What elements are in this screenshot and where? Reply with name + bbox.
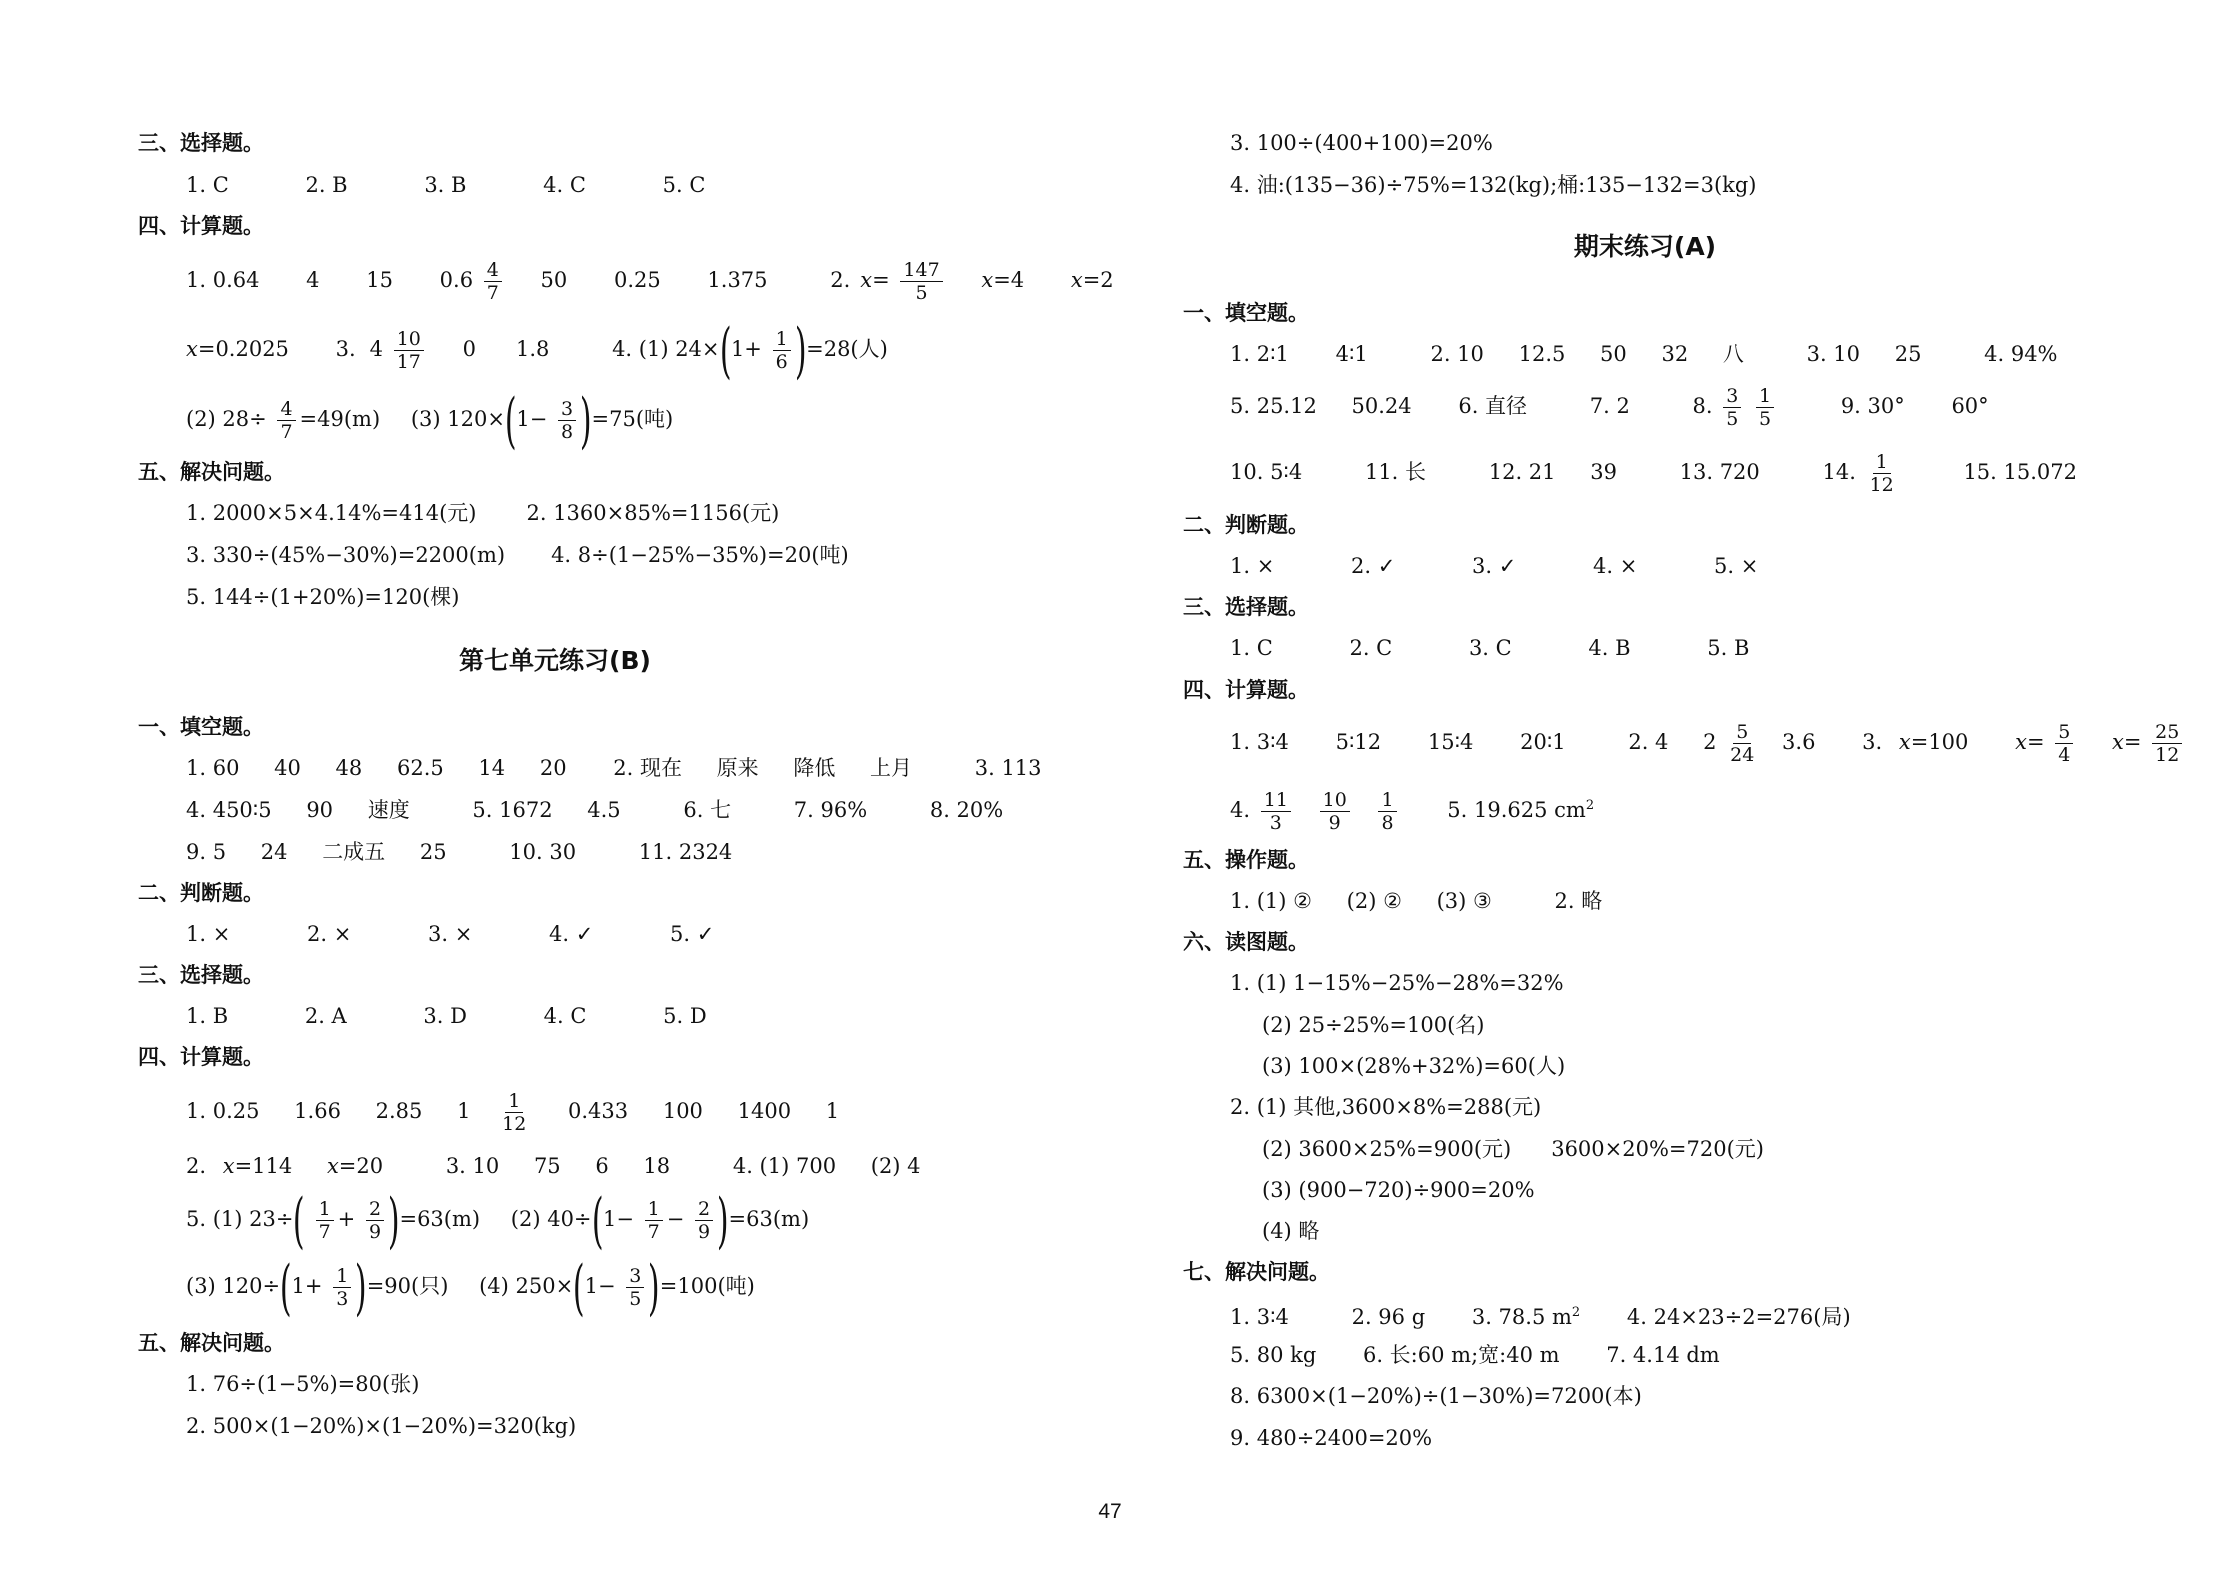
left-paren: ( — [504, 385, 517, 456]
answer-line: 3. 330÷(45%−30%)=2200(m) 4. 8÷(1−25%−35%)=20(吨) — [186, 543, 849, 567]
right-paren: ) — [355, 1252, 367, 1323]
answer-line: (3) 120÷(1+ $\frac{1}{3}$ )=90(只) (4) 250×(1− $\frac{3}{5}$ )=100(吨) — [186, 1252, 755, 1323]
answer-line: (3) (900−720)÷900=20% — [1262, 1178, 1535, 1202]
fraction: $\frac{4}{7}$ — [484, 259, 502, 304]
answer-item: 15 — [366, 268, 393, 292]
answer-line: 10. 5∶4 11. 长 12. 21 39 13. 720 14. $\frac{1}{12}$ 15. 15.072 — [1230, 451, 2077, 496]
answer-line: 4. 油:(135−36)÷75%=132(kg);桶:135−132=3(kg) — [1230, 173, 1757, 197]
fraction: $\frac{1}{5}$ — [1756, 385, 1774, 430]
left-paren: ( — [279, 1252, 292, 1323]
page-number: 47 — [1098, 1500, 1122, 1523]
section-heading: 三、选择题。 — [138, 131, 264, 155]
answer-line: (2) 3600×25%=900(元) 3600×20%=720(元) — [1262, 1137, 1764, 1161]
fraction: $\frac{2}{9}$ — [366, 1198, 384, 1243]
answer-line: 1. × 2. ✓ 3. ✓ 4. × 5. × — [1230, 554, 1759, 578]
answer-line: 1. 0.25 1.66 2.85 1 $\frac{1}{12}$ 0.433 100 1400 1 — [186, 1090, 840, 1135]
section-heading: 六、读图题。 — [1183, 930, 1309, 954]
answer-line: (3) 100×(28%+32%)=60(人) — [1262, 1054, 1566, 1078]
fraction: $\frac{5}{24}$ — [1730, 721, 1755, 766]
answer-line: (2) 25÷25%=100(名) — [1262, 1013, 1485, 1037]
answer-item: 0.6 — [439, 268, 474, 292]
answer-line: 1. C 2. C 3. C 4. B 5. B — [1230, 636, 1750, 660]
left-paren: ( — [573, 1252, 585, 1323]
fraction: $\frac{1}{6}$ — [773, 328, 791, 373]
answer-line: 1. 76÷(1−5%)=80(张) — [186, 1372, 420, 1396]
answer-item: 5. C — [662, 173, 706, 197]
fraction: $\frac{25}{12}$ — [2152, 721, 2182, 766]
answer-item: 1. C — [186, 173, 229, 197]
answer-line: 4. $\frac{11}{3}$ $\frac{10}{9}$ $\frac{1}{8}$ 5. 19.625 $cm^2$ — [1230, 789, 1595, 834]
fraction: $\frac{3}{5}$ — [626, 1265, 644, 1310]
answer-line: 1. (1) ② (2) ② (3) ③ 2. 略 — [1230, 889, 1603, 913]
section-heading: 四、计算题。 — [1183, 678, 1309, 702]
answer-line: (4) 略 — [1262, 1219, 1320, 1243]
section-title: 期末练习(A) — [1573, 232, 1717, 261]
answer-line: 1. B 2. A 3. D 4. C 5. D — [186, 1004, 707, 1028]
fraction: $\frac{1}{7}$ — [645, 1198, 663, 1243]
section-heading: 一、填空题。 — [138, 715, 264, 739]
section-heading: 四、计算题。 — [138, 1045, 264, 1069]
fraction: $\frac{3}{8}$ — [558, 398, 576, 443]
fraction: $\frac{147}{5}$ — [900, 259, 942, 304]
fraction: $\frac{10}{17}$ — [394, 328, 424, 373]
answer-line: 2. 500×(1−20%)×(1−20%)=320(kg) — [186, 1414, 577, 1438]
answer-line: (2) 28÷ $\frac{4}{7}$ =49(m) (3) 120×(1− $\frac{3}{8}$ )=75(吨) — [186, 385, 674, 456]
fraction: $\frac{1}{8}$ — [1378, 789, 1396, 834]
answer-line: 2. (1) 其他,3600×8%=288(元) — [1230, 1095, 1542, 1119]
left-paren: ( — [719, 315, 732, 386]
section-heading: 七、解决问题。 — [1183, 1260, 1330, 1284]
answer-line: 5. 80 kg 6. 长:60 m;宽:40 m 7. 4.14 dm — [1230, 1343, 1720, 1367]
answer-line: 1. 2000×5×4.14%=414(元) 2. 1360×85%=1156(元) — [186, 501, 780, 525]
fraction: $\frac{1}{3}$ — [333, 1265, 351, 1310]
section-heading: 二、判断题。 — [1183, 513, 1309, 537]
answer-line: 9. 5 24 二成五 25 10. 30 11. 2324 — [186, 840, 733, 864]
section-heading: 五、操作题。 — [1183, 848, 1309, 872]
left-paren: ( — [293, 1185, 306, 1256]
fraction: $\frac{4}{7}$ — [277, 398, 295, 443]
fraction: $\frac{5}{4}$ — [2055, 721, 2073, 766]
answer-item: 0.25 — [613, 268, 661, 292]
section-heading: 五、解决问题。 — [138, 1331, 285, 1355]
answer-line: 1. 60 40 48 62.5 14 20 2. 现在 原来 降低 上月 3. 113 — [186, 756, 1042, 780]
right-paren: ) — [794, 315, 807, 386]
answer-line: 1. 3∶4 5∶12 15∶4 20∶1 2. 4 2 $\frac{5}{24}$ 3.6 3. x=100 x= $\frac{5}{4}$ x= $\frac{25}{12}$ — [1230, 713, 2186, 771]
fraction: $\frac{10}{9}$ — [1320, 789, 1350, 834]
fraction: $\frac{11}{3}$ — [1261, 789, 1291, 834]
fraction: $\frac{3}{5}$ — [1723, 385, 1741, 430]
right-paren: ) — [716, 1185, 729, 1256]
fraction: $\frac{1}{12}$ — [1869, 451, 1894, 496]
right-paren: ) — [387, 1185, 400, 1256]
section-heading: 一、填空题。 — [1183, 301, 1309, 325]
section-heading: 三、选择题。 — [138, 963, 264, 987]
left-paren: ( — [591, 1185, 604, 1256]
section-heading: 三、选择题。 — [1183, 595, 1309, 619]
answer-line: 1. 2∶1 4∶1 2. 10 12.5 50 32 八 3. 10 25 4. 94% — [1230, 342, 2058, 366]
section-heading: 四、计算题。 — [138, 214, 264, 238]
answer-line: 1. (1) 1−15%−25%−28%=32% — [1230, 971, 1564, 995]
answer-line: 3. 100÷(400+100)=20% — [1230, 131, 1493, 155]
answer-item: 4 — [306, 268, 320, 292]
answer-line: 1. 3∶4 2. 96 g 3. 78.5 $m^2$ 4. 24×23÷2=276(局) — [1230, 1305, 1851, 1329]
answer-item: 2. B — [305, 173, 348, 197]
answer-item: 1. 0.64 — [186, 268, 260, 292]
answer-line: 4. 450∶5 90 速度 5. 1672 4.5 6. 七 7. 96% 8. 20% — [186, 798, 1004, 822]
answer-item: 3. B — [424, 173, 467, 197]
answer-line: 1. 0.64 4 15 0.6 $\frac{4}{7}$ 50 0.25 1.375 2. x= $\frac{147}{5}$ x=4 x=2 — [186, 259, 1114, 304]
answer-item: 50 — [540, 268, 568, 292]
fraction: $\frac{1}{7}$ — [316, 1198, 334, 1243]
answer-item: 1.375 — [707, 268, 768, 292]
answer-item: 4. C — [543, 173, 586, 197]
section-heading: 二、判断题。 — [138, 881, 264, 905]
section-title: 第七单元练习(B) — [459, 646, 651, 675]
right-paren: ) — [648, 1252, 660, 1323]
answer-line: 1. × 2. × 3. × 4. ✓ 5. ✓ — [186, 922, 715, 946]
answer-line: 9. 480÷2400=20% — [1230, 1426, 1433, 1450]
fraction: $\frac{1}{12}$ — [502, 1090, 527, 1135]
answer-line: 5. 25.12 50.24 6. 直径 7. 2 8. $\frac{3}{5}$ $\frac{1}{5}$ 9. 30° 60° — [1230, 385, 1989, 430]
answer-line: 8. 6300×(1−20%)÷(1−30%)=7200(本) — [1230, 1384, 1642, 1408]
answer-line: 5. (1) 23÷( $\frac{1}{7}$ + $\frac{2}{9}$ )=63(m) (2) 40÷(1− $\frac{1}{7}$ − $\frac{2}{9}$ )=63(m) — [186, 1185, 810, 1256]
fraction: $\frac{2}{9}$ — [695, 1198, 713, 1243]
answer-line: 2. x=114 x=20 3. 10 75 6 18 4. (1) 700 (2) 4 — [186, 1154, 921, 1178]
answer-line: x=0.2025 3. 4 $\frac{10}{17}$ 0 1.8 4. (1) 24×(1+ $\frac{1}{6}$ )=28(人) — [186, 315, 888, 386]
right-paren: ) — [579, 385, 592, 456]
answer-line: 5. 144÷(1+20%)=120(棵) — [186, 585, 460, 609]
section-heading: 五、解决问题。 — [138, 460, 285, 484]
